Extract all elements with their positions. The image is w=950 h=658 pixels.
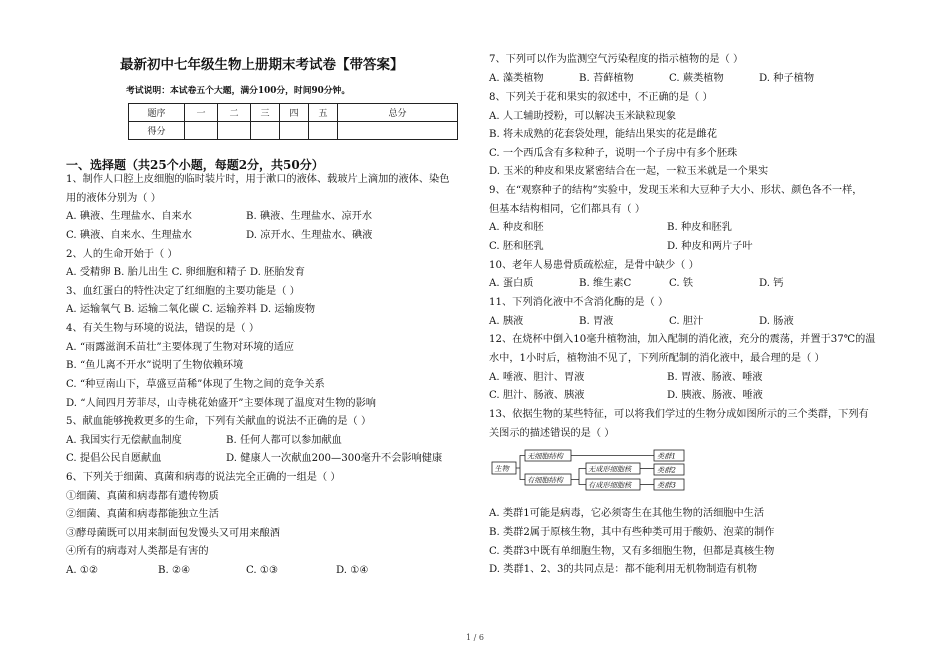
section-heading: 一、选择题（共25个小题，每题2分，共50分） [66, 158, 324, 172]
option-line: C. 胆汁、肠液、胰液 [489, 390, 585, 401]
score-header-cell: 二 [218, 104, 251, 122]
question-line: 6、下列关于细菌、真菌和病毒的说法完全正确的一组是（ ） [66, 472, 341, 483]
exam-note: 考试说明：本试卷五个大题，满分100分，时间90分钟。 [126, 86, 351, 96]
option-line: D. 钙 [759, 278, 784, 289]
classification-diagram [491, 446, 701, 496]
option-line: A. 种皮和胚 [489, 222, 544, 233]
option-line: D. 肠液 [759, 316, 794, 327]
score-table-header-row [129, 104, 458, 122]
option-line: C. 蕨类植物 [669, 73, 724, 84]
option-line: B. ②④ [158, 565, 191, 576]
option-line: D. 胰液、肠液、唾液 [667, 390, 763, 401]
option-line: A. 唾液、胆汁、胃液 [489, 372, 585, 383]
statement-line: ③酵母菌既可以用来制面包发馒头又可用来酿酒 [66, 528, 280, 539]
score-header-cell: 总分 [338, 104, 458, 122]
question-line: 8、下列关于花和果实的叙述中，不正确的是（ ） [489, 92, 713, 103]
score-header-cell: 一 [185, 104, 218, 122]
option-line: C. “种豆南山下，草盛豆苗稀”体现了生物之间的竞争关系 [66, 379, 325, 390]
question-line: 11、下列消化液中不含消化酶的是（ ） [489, 297, 669, 308]
score-header-cell: 题序 [129, 104, 185, 122]
diagram-group1-label: 类群1 [657, 451, 676, 461]
statement-line: ④所有的病毒对人类都是有害的 [66, 546, 209, 557]
option-line: D. ①④ [336, 565, 369, 576]
option-line: B. 碘液、生理盐水、凉开水 [246, 211, 373, 222]
option-line: A. 我国实行无偿献血制度 [66, 435, 182, 446]
diagram-has-cell-label: 有细胞结构 [527, 475, 563, 485]
option-line: D. “人间四月芳菲尽，山寺桃花始盛开”主要体现了温度对生物的影响 [66, 398, 376, 409]
score-cell[interactable] [218, 122, 251, 140]
option-line: A. ①② [66, 565, 99, 576]
question-line: 但基本结构相同，它们都具有（ ） [489, 204, 646, 215]
option-line: D. 玉米的种皮和果皮紧密结合在一起，一粒玉米就是一个果实 [489, 166, 769, 177]
option-line: D. 种皮和两片子叶 [667, 241, 753, 252]
score-cell[interactable] [185, 122, 218, 140]
score-cell[interactable] [309, 122, 338, 140]
question-line: 水中，1小时后，植物油不见了，下列所配制的消化液中，最合理的是（ ） [489, 353, 825, 364]
question-line: 1、制作人口腔上皮细胞的临时装片时，用于漱口的液体、载玻片上滴加的液体、染色 [66, 174, 450, 185]
diagram-root-label: 生物 [494, 464, 509, 473]
option-line: B. 苔藓植物 [579, 73, 634, 84]
score-row-label: 得分 [129, 122, 185, 140]
question-line: 10、老年人易患骨质疏松症，是骨中缺少（ ） [489, 260, 699, 271]
score-cell[interactable] [338, 122, 458, 140]
option-line: B. 胃液 [579, 316, 614, 327]
option-line: C. ①③ [246, 565, 279, 576]
question-line: 7、下列可以作为监测空气污染程度的指示植物的是（ ） [489, 54, 744, 65]
score-table [128, 103, 458, 140]
option-line: B. 任何人都可以参加献血 [226, 435, 342, 446]
diagram-no-cell-label: 无细胞结构 [527, 451, 563, 461]
option-line: A. 藻类植物 [489, 73, 544, 84]
question-line: 12、在烧杯中倒入10毫升植物油，加入配制的消化液，充分的震荡，并置于37℃的温 [489, 334, 876, 345]
diagram-has-nucleus-label: 有成形细胞核 [588, 480, 632, 490]
question-line: 2、人的生命开始于（ ） [66, 249, 178, 260]
exam-title: 最新初中七年级生物上册期末考试卷【带答案】 [120, 57, 404, 73]
option-line: A. 人工辅助授粉，可以解决玉米缺粒现象 [489, 111, 677, 122]
option-line: C. 类群3中既有单细胞生物，又有多细胞生物，但都是真核生物 [489, 546, 775, 557]
option-line: A. 蛋白质 [489, 278, 534, 289]
question-line: 关图示的描述错误的是（ ） [489, 428, 615, 439]
score-cell[interactable] [251, 122, 280, 140]
option-line: A. 受精卵 B. 胎儿出生 C. 卵细胞和精子 D. 胚胎发育 [66, 267, 305, 278]
score-table-score-row [129, 122, 458, 140]
score-cell[interactable] [280, 122, 309, 140]
option-line: B. 胃液、肠液、唾液 [667, 372, 763, 383]
option-line: D. 类群1、2、3的共同点是：都不能利用无机物制造有机物 [489, 564, 758, 575]
question-line: 3、血红蛋白的特性决定了红细胞的主要功能是（ ） [66, 286, 300, 297]
option-line: A. 碘液、生理盐水、自来水 [66, 211, 192, 222]
question-line: 5、献血能够挽救更多的生命，下列有关献血的说法不正确的是（ ） [66, 416, 372, 427]
option-line: A. “雨露滋润禾苗壮”主要体现了生物对环境的适应 [66, 342, 294, 353]
option-line: A. 类群1可能是病毒，它必须寄生在其他生物的活细胞中生活 [489, 508, 765, 519]
option-line: C. 碘液、自来水、生理盐水 [66, 230, 192, 241]
option-line: D. 种子植物 [759, 73, 815, 84]
option-line: A. 胰液 [489, 316, 524, 327]
option-line: B. “鱼儿离不开水”说明了生物依赖环境 [66, 360, 244, 371]
option-line: C. 一个西瓜含有多粒种子，说明一个子房中有多个胚珠 [489, 148, 738, 159]
question-line: 9、在“观察种子的结构”实验中，发现玉米和大豆种子大小、形状、颜色各不一样， [489, 185, 863, 196]
diagram-no-nucleus-label: 无成形细胞核 [588, 464, 632, 474]
option-line: B. 将未成熟的花套袋处理，能结出果实的花是雌花 [489, 129, 717, 140]
option-line: D. 凉开水、生理盐水、碘液 [246, 230, 373, 241]
statement-line: ①细菌、真菌和病毒都有遗传物质 [66, 491, 219, 502]
score-header-cell: 四 [280, 104, 309, 122]
option-line: D. 健康人一次献血200—300毫升不会影响健康 [226, 453, 443, 464]
score-header-cell: 三 [251, 104, 280, 122]
question-line: 13、依据生物的某些特征，可以将我们学过的生物分成如图所示的三个类群，下列有 [489, 409, 869, 420]
option-line: C. 铁 [669, 278, 694, 289]
statement-line: ②细菌、真菌和病毒都能独立生活 [66, 509, 219, 520]
score-header-cell: 五 [309, 104, 338, 122]
option-line: B. 维生素C [579, 278, 632, 289]
option-line: A. 运输氧气 B. 运输二氧化碳 C. 运输养料 D. 运输废物 [66, 304, 316, 315]
page-number: 1 / 6 [466, 633, 484, 642]
option-line: C. 胆汁 [669, 316, 704, 327]
diagram-group2-label: 类群2 [657, 465, 676, 475]
option-line: C. 提倡公民自愿献血 [66, 453, 162, 464]
option-line: C. 胚和胚乳 [489, 241, 544, 252]
option-line: B. 种皮和胚乳 [667, 222, 732, 233]
diagram-group3-label: 类群3 [657, 480, 676, 490]
question-line: 4、有关生物与环境的说法，错误的是（ ） [66, 323, 260, 334]
question-line: 用的液体分别为（ ） [66, 193, 161, 204]
option-line: B. 类群2属于原核生物，其中有些种类可用于酸奶、泡菜的制作 [489, 527, 775, 538]
